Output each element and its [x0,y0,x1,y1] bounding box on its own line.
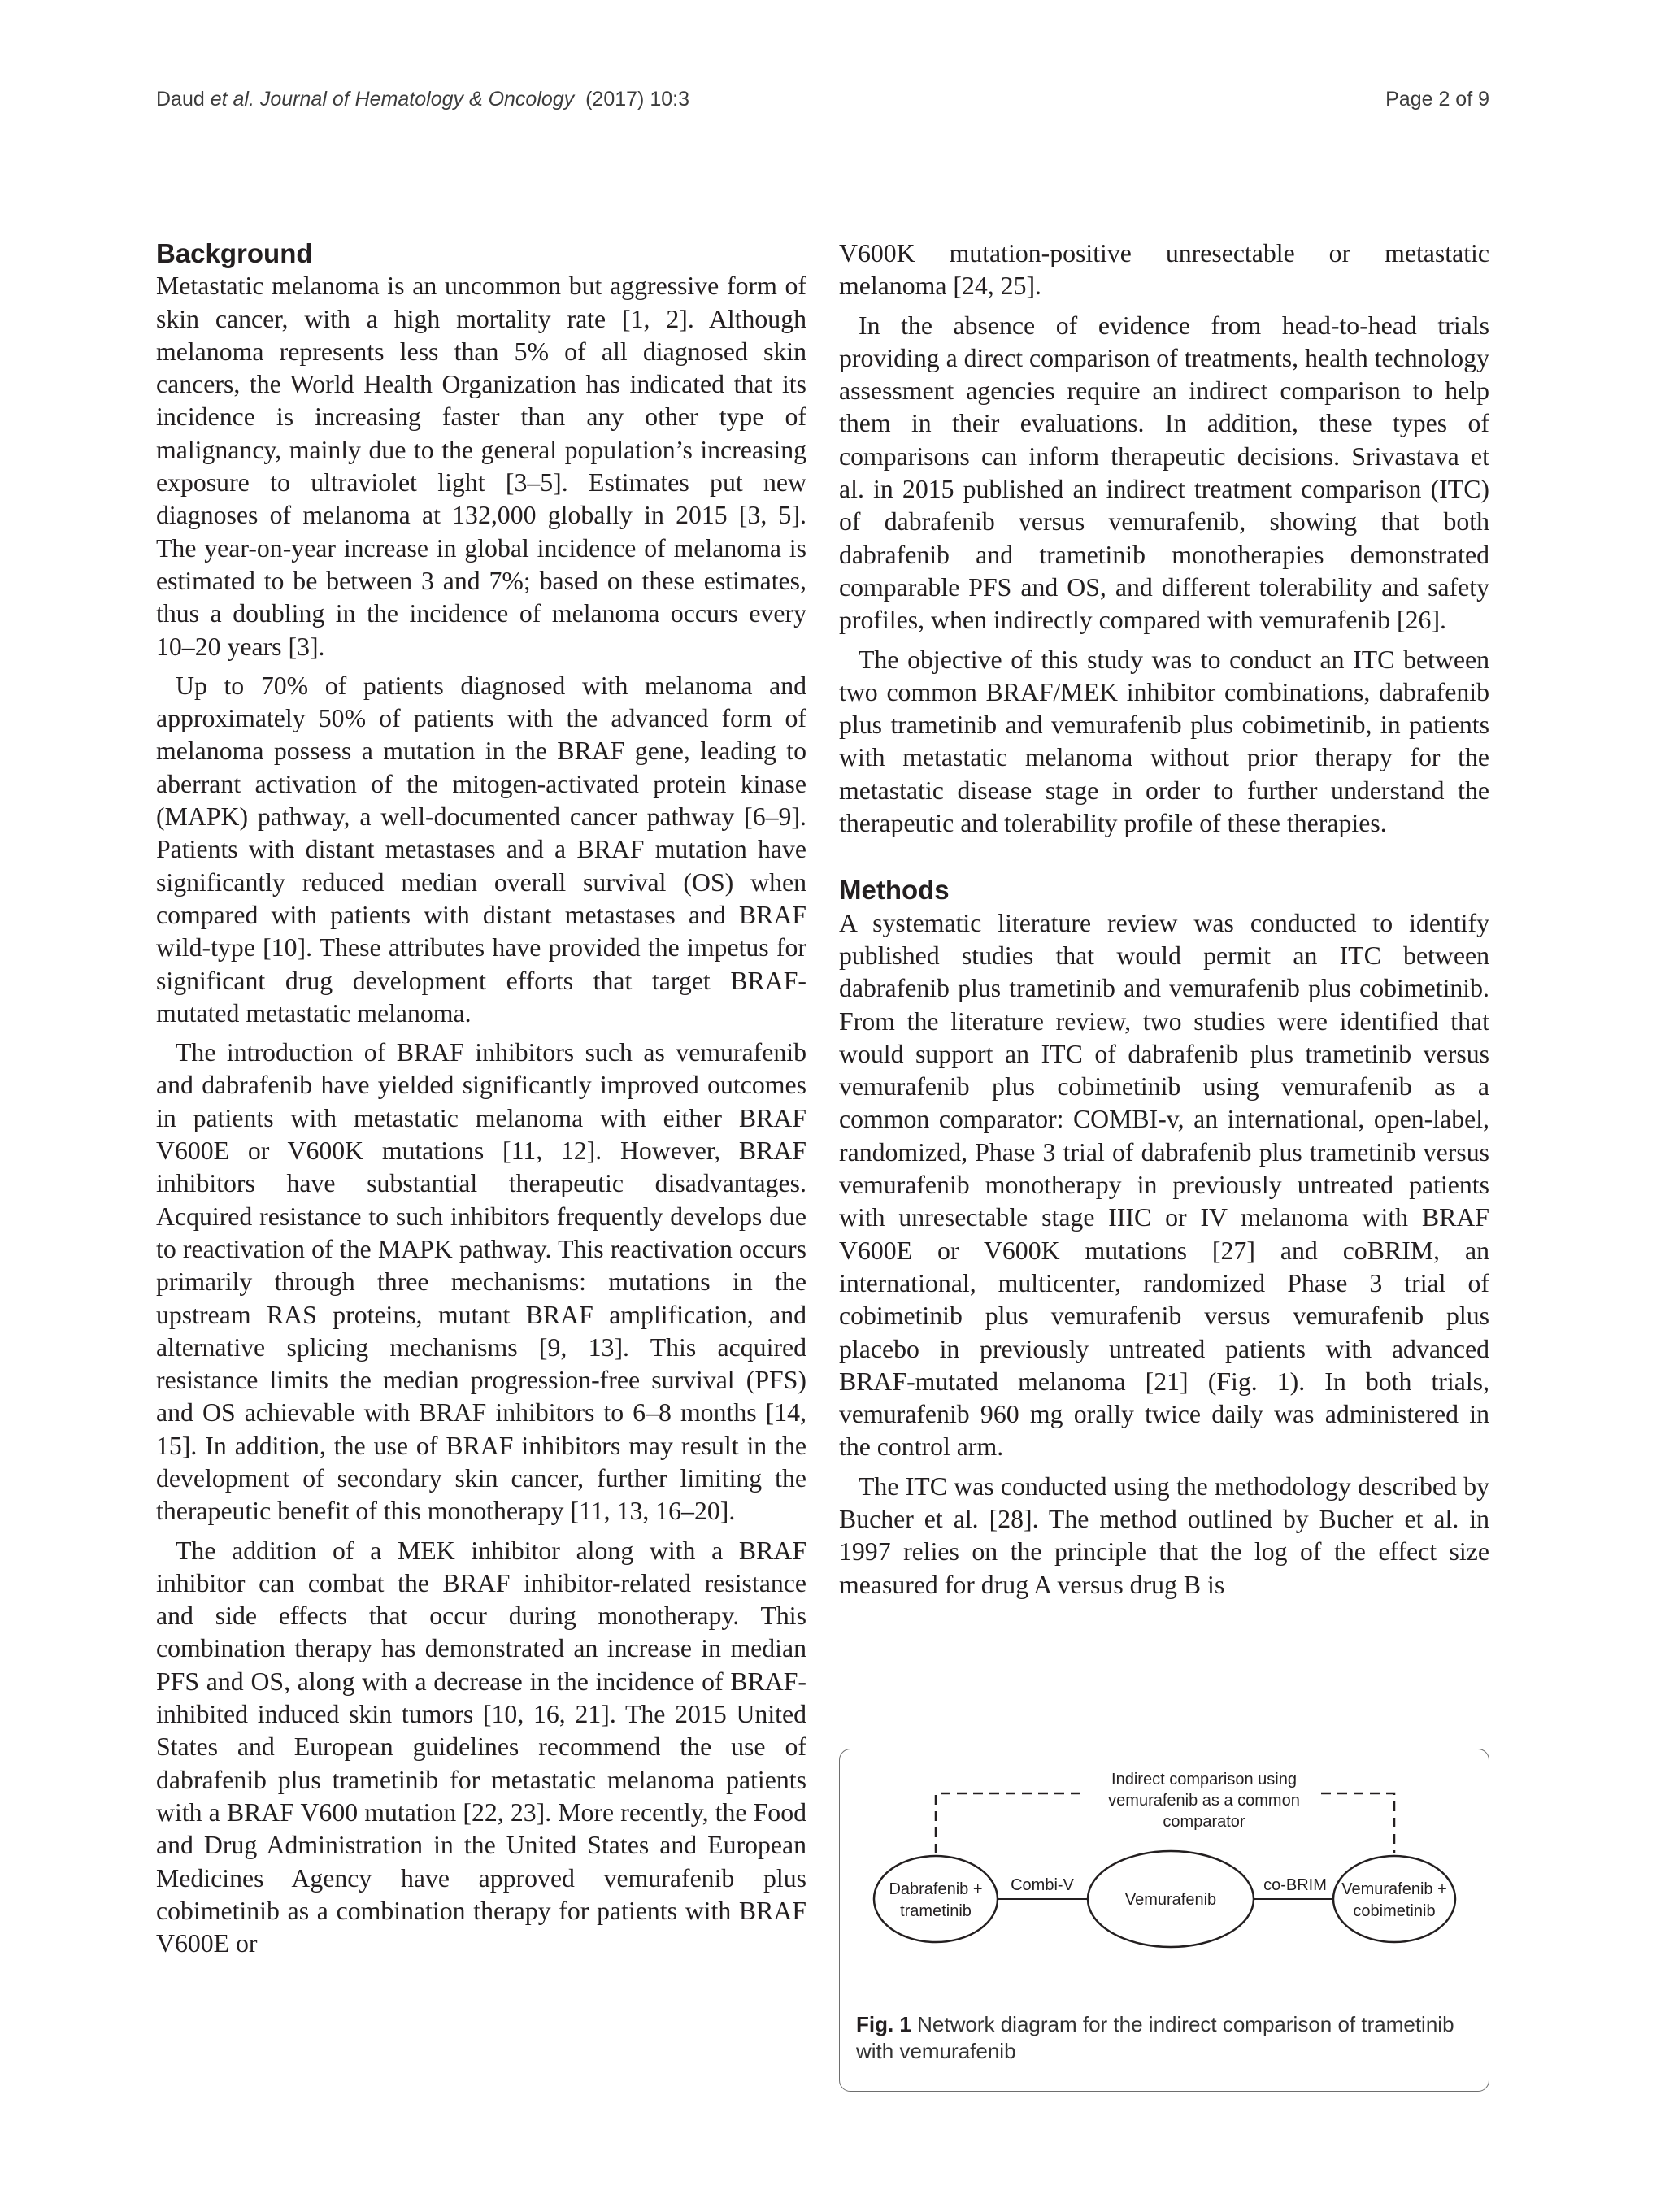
figure-caption-text: Network diagram for the indirect comparison of trametinib with vemurafenib [856,2012,1454,2063]
node-label-line: Dabrafenib + [889,1880,983,1898]
paragraph: Up to 70% of patients diagnosed with melanoma and approximately 50% of patients with the advanced form of melanoma possess a mutation in the BRAF gene, leading to aberrant activation of the mitogen-activated protein kinase (MAPK) pathway, a well-documented cancer pathway [6–9]. Patients with distant metastases and a BRAF mutation have significantly reduced median overall survival (OS) when compared with patients with distant metastases and BRAF wild-type [10]. These attributes have provided the impetus for significant drug development efforts that target BRAF-mutated metastatic melanoma. [156,671,806,1028]
figure-label: Fig. 1 [856,2012,911,2036]
node-label-line: trametinib [900,1902,972,1920]
figure-1 [839,1749,1489,2092]
left-column [156,237,806,1960]
header-citation: Daud et al. Journal of Hematology & Oncology (2017) 10:3 [156,88,689,111]
paragraph: The objective of this study was to conduct an ITC between two common BRAF/MEK inhibitor combinations, dabrafenib plus trametinib and vemurafenib plus cobimetinib, in patients with metastatic melanoma without prior therapy for the metastatic disease stage in order to further understand the therapeutic and tolerability profile of these therapies. [839,645,1489,838]
right-column [839,237,1489,1601]
indirect-label-line: Indirect comparison using [1111,1771,1297,1788]
node-vemurafenib-cobimetinib [1333,1856,1455,1942]
indirect-label-line: comparator [1163,1813,1245,1831]
edge-label-co-brim: co-BRIM [1263,1876,1327,1894]
paragraph: A systematic literature review was conducted to identify published studies that would permit an ITC between dabrafenib plus trametinib and vemurafenib plus cobimetinib. From the literature review, two studies were identified that would support an ITC of dabrafenib plus trametinib versus vemurafenib plus cobimetinib using vemurafenib as a common comparator: COMBI-v, an international, open-label, randomized, Phase 3 trial of dabrafenib plus trametinib versus vemurafenib monotherapy in previously untreated patients with unresectable stage IIIC or IV melanoma with BRAF V600E or V600K mutations [27] and coBRIM, an international, multicenter, randomized Phase 3 trial of cobimetinib plus vemurafenib versus vemurafenib plus placebo in previously untreated patients with advanced BRAF-mutated melanoma [21] (Fig. 1). In both trials, vemurafenib 960 mg orally twice daily was administered in the control arm. [839,908,1489,1462]
indirect-dashed-line-right [1321,1793,1394,1853]
node-label-line: Vemurafenib + [1341,1880,1447,1898]
background-heading: Background [156,238,313,268]
indirect-label-line: vemurafenib as a common [1108,1792,1300,1810]
edge-label-combi-v: Combi-V [1011,1876,1074,1894]
network-diagram [840,1749,1490,2010]
methods-heading: Methods [839,875,950,906]
figure-caption [856,2011,1474,2065]
node-label-line: cobimetinib [1353,1902,1436,1920]
paragraph: In the absence of evidence from head-to-head trials providing a direct comparison of treatments, health technology assessment agencies require an indirect comparison to help them in their evaluations. In addition, these types of comparisons can inform therapeutic decisions. Srivastava et al. in 2015 published an indirect treatment comparison (ITC) of dabrafenib versus vemurafenib, showing that both dabrafenib and trametinib monotherapies demonstrated comparable PFS and OS, and different tolerability and safety profiles, when indirectly compared with vemurafenib [26]. [839,311,1489,635]
paragraph: Metastatic melanoma is an uncommon but aggressive form of skin cancer, with a high mortality rate [1, 2]. Although melanoma represents less than 5% of all diagnosed skin cancers, the World Health Organization has indicated that its incidence is increasing faster than any other type of malignancy, mainly due to the general population’s increasing exposure to ultraviolet light [3–5]. Estimates put new diagnoses of melanoma at 132,000 globally in 2015 [3, 5]. The year-on-year increase in global incidence of melanoma is estimated to be between 3 and 7%; based on these estimates, thus a doubling in the incidence of melanoma occurs every 10–20 years [3]. [156,272,806,661]
page-number: Page 2 of 9 [1385,88,1489,111]
paragraph: The ITC was conducted using the methodology described by Bucher et al. [28]. The method outlined by Bucher et al. in 1997 relies on the principle that the log of the effect size measured for drug A versus drug B is [839,1471,1489,1599]
paragraph: The addition of a MEK inhibitor along with a BRAF inhibitor can combat the BRAF inhibitor-related resistance and side effects that occur during monotherapy. This combination therapy has demonstrated an increase in median PFS and OS, along with a decrease in the incidence of BRAF-inhibited induced skin tumors [10, 16, 21]. The 2015 United States and European guidelines recommend the use of dabrafenib plus trametinib for metastatic melanoma patients with a BRAF V600 mutation [22, 23]. More recently, the Food and Drug Administration in the United States and European Medicines Agency have approved vemurafenib plus cobimetinib as a combination therapy for patients with BRAF V600E or [156,1536,806,1958]
paragraph: V600K mutation-positive unresectable or metastatic melanoma [24, 25]. [839,239,1489,301]
paragraph: The introduction of BRAF inhibitors such as vemurafenib and dabrafenib have yielded significantly improved outcomes in patients with metastatic melanoma with either BRAF V600E or V600K mutations [11, 12]. However, BRAF inhibitors have substantial therapeutic disadvantages. Acquired resistance to such inhibitors frequently develops due to reactivation of the MAPK pathway. This reactivation occurs primarily through three mechanisms: mutations in the upstream RAS proteins, mutant BRAF amplification, and alternative splicing mechanisms [9, 13]. This acquired resistance limits the median progression-free survival (PFS) and OS achievable with BRAF inhibitors to 6–8 months [14, 15]. In addition, the use of BRAF inhibitors may result in the development of secondary skin cancer, further limiting the therapeutic benefit of this monotherapy [11, 13, 16–20]. [156,1038,806,1526]
running-head [156,88,1489,120]
node-dabrafenib-trametinib [874,1856,998,1942]
node-label-vemurafenib: Vemurafenib [1124,1891,1217,1909]
indirect-dashed-line-left [936,1793,1085,1853]
